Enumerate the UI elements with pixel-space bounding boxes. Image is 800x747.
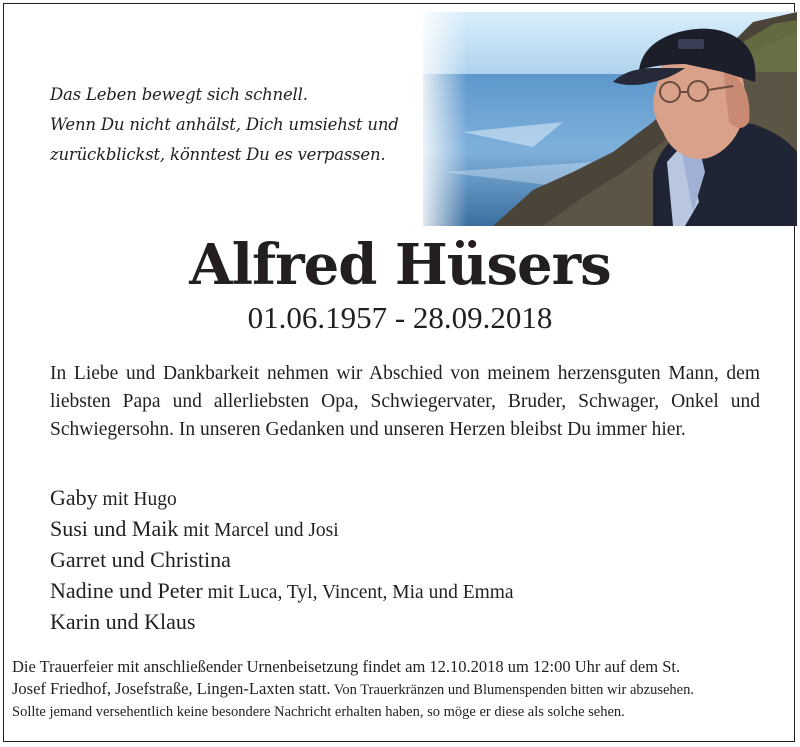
farewell-message [50, 360, 760, 444]
funeral-info-line: Sollte jemand versehentlich keine besondere Nachricht erhalten haben, so möge er diese als solche sehen. [12, 704, 625, 720]
mourner-row [50, 544, 750, 575]
mourner-row [50, 575, 750, 606]
mourner-extra: mit Luca, Tyl, Vincent, Mia und Emma [202, 582, 514, 603]
mourner-extra: mit Hugo [97, 489, 177, 510]
flower-request: Von Trauerkränzen und Blumenspenden bitten wir abzusehen. [330, 682, 694, 698]
farewell-text: In Liebe und Dankbarkeit nehmen wir Abschied von meinem herzensguten Mann, dem liebsten Papa und allerliebsten Opa, Schwiegervater, Bruder, Schwager, Onkel und Schwiegersohn. In unseren Gedanken und unseren Herzen bleibst Du immer hier. [50, 363, 760, 440]
mourner-names: Susi und Maik [50, 516, 179, 541]
mourner-names: Gaby [50, 485, 98, 510]
quote [50, 80, 410, 170]
mourner-extra: mit Marcel und Josi [178, 520, 339, 541]
mourner-row [50, 513, 750, 544]
mourner-row [50, 606, 750, 637]
funeral-info-line: Die Trauerfeier mit anschließender Urnenbeisetzung findet am 12.10.2018 um 12:00 Uhr auf dem St. [12, 657, 681, 676]
quote-line: Das Leben bewegt sich schnell. [50, 85, 308, 104]
mourner-names: Garret und Christina [50, 547, 231, 572]
deceased-name: Alfred Hüsers [189, 232, 611, 298]
quote-line: zurückblickst, könntest Du es verpassen. [50, 145, 386, 164]
funeral-location: Josef Friedhof, Josefstraße, Lingen-Laxten statt. [12, 679, 331, 698]
life-dates: 01.06.1957 - 28.09.2018 [247, 300, 553, 335]
portrait-photo [423, 12, 797, 226]
funeral-info-line [12, 678, 792, 701]
mourner-names: Nadine und Peter [50, 578, 203, 603]
quote-line: Wenn Du nicht anhälst, Dich umsiehst und [50, 115, 399, 134]
funeral-info [12, 656, 792, 723]
mourners-list [50, 482, 750, 637]
portrait-photo-icon [423, 12, 797, 226]
mourner-row [50, 482, 750, 513]
mourner-names: Karin und Klaus [50, 609, 196, 634]
